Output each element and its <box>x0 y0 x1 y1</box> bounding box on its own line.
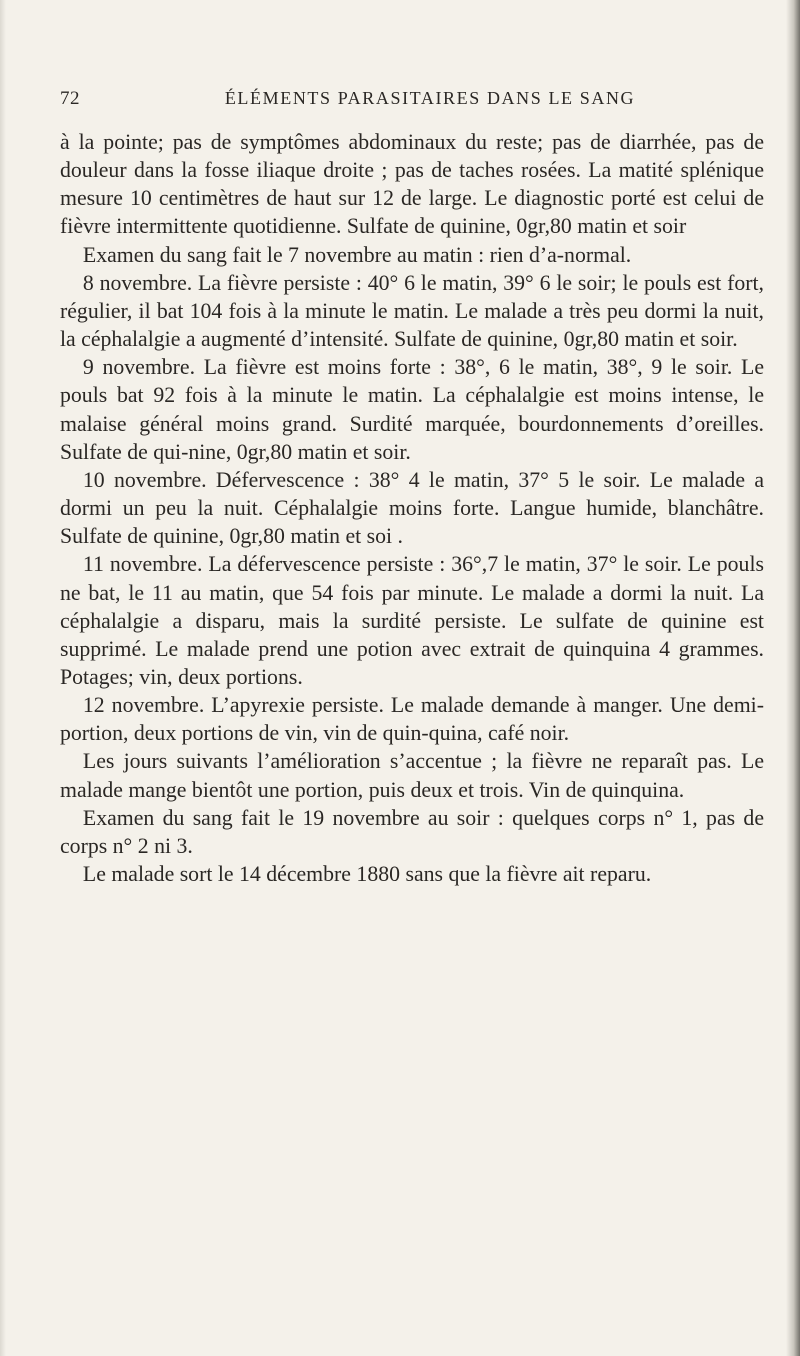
page-header <box>60 88 760 112</box>
paragraph-following-days: Les jours suivants l’amélioration s’accentue ; la fièvre ne reparaît pas. Le malade mange bientôt une portion, puis deux et trois. Vin de quinquina. <box>60 749 764 802</box>
paragraph-blood-exam-7: Examen du sang fait le 7 novembre au matin : rien d’a-normal. <box>82 242 632 267</box>
paragraph-nov-8: 8 novembre. La fièvre persiste : 40° 6 le matin, 39° 6 le soir; le pouls est fort, régulier, il bat 104 fois à la minute le matin. Le malade a très peu dormi la nuit, la céphalalgie a augmenté d’intensité. Sulfate de quinine, 0gr,80 matin et soir. <box>60 270 764 352</box>
paragraph-discharge: Le malade sort le 14 décembre 1880 sans que la fièvre ait reparu. <box>82 862 652 887</box>
paragraph-nov-9: 9 novembre. La fièvre est moins forte : 38°, 6 le matin, 38°, 9 le soir. Le pouls bat 92 fois à la minute le matin. La céphalalgie est moins intense, le malaise général moins grand. Surdité marquée, bourdonnements d’oreilles. Sulfate de qui-nine, 0gr,80 matin et soir. <box>60 355 764 464</box>
page-left-shadow <box>0 0 6 1356</box>
paragraph-nov-10: 10 novembre. Défervescence : 38° 4 le matin, 37° 5 le soir. Le malade a dormi un peu la nuit. Céphalalgie moins forte. Langue humide, blanchâtre. Sulfate de quinine, 0gr,80 matin et soi . <box>60 467 764 549</box>
paragraph-continuation: à la pointe; pas de symptômes abdominaux du reste; pas de diarrhée, pas de douleur dans la fosse iliaque droite ; pas de taches rosées. La matité splénique mesure 10 centimètres de haut sur 12 de large. Le diagnostic porté est celui de fièvre intermittente quotidienne. Sulfate de quinine, 0gr,80 matin et soir <box>60 130 764 239</box>
page-number: 72 <box>60 88 80 109</box>
body-text <box>60 128 764 888</box>
running-head: ÉLÉMENTS PARASITAIRES DANS LE SANG <box>224 88 636 108</box>
paragraph-nov-12: 12 novembre. L’apyrexie persiste. Le malade demande à manger. Une demi-portion, deux portions de vin, vin de quin-quina, café noir. <box>60 693 764 746</box>
page-right-shadow <box>786 0 800 1356</box>
paragraph-nov-11: 11 novembre. La défervescence persiste : 36°,7 le matin, 37° le soir. Le pouls ne bat, le 11 au matin, que 54 fois par minute. Le malade a dormi la nuit. La céphalalgie a disparu, mais la surdité persiste. Le sulfate de quinine est supprimé. Le malade prend une potion avec extrait de quinquina 4 grammes. Potages; vin, deux portions. <box>60 552 764 689</box>
paragraph-blood-exam-19: Examen du sang fait le 19 novembre au soir : quelques corps n° 1, pas de corps n° 2 ni 3. <box>60 805 764 858</box>
